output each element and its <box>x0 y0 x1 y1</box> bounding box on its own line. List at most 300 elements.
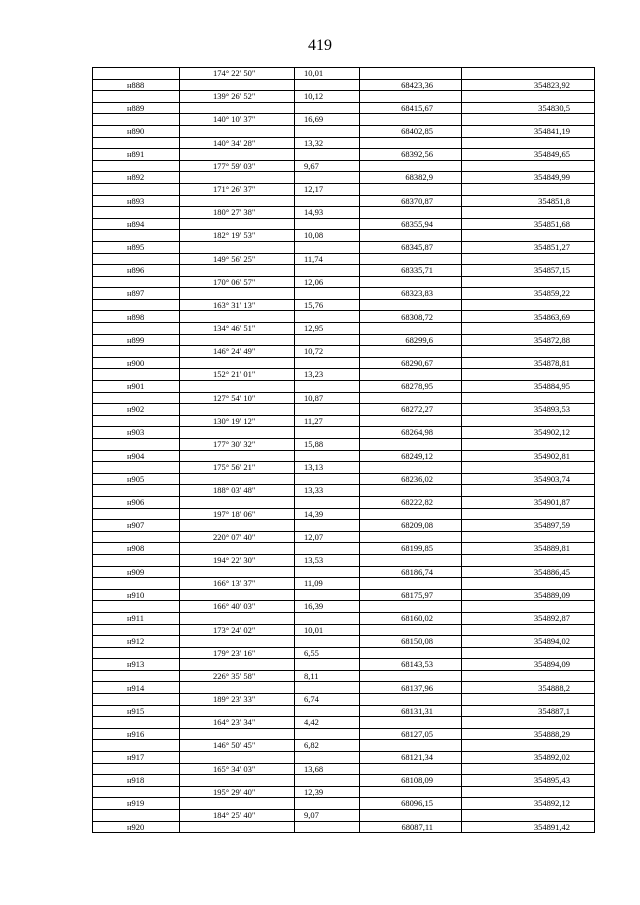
distance-cell <box>295 172 360 184</box>
segment-row <box>93 694 595 706</box>
point-name-cell <box>93 485 180 497</box>
x-cell <box>360 207 462 219</box>
angle-cell: 164° 23' 34" <box>180 717 295 729</box>
angle-cell: 184° 25' 40" <box>180 810 295 822</box>
y-cell <box>462 694 595 706</box>
y-cell: 354895,43 <box>462 775 595 787</box>
distance-cell <box>295 125 360 137</box>
distance-cell: 11,09 <box>295 578 360 590</box>
angle-cell <box>180 450 295 462</box>
segment-row <box>93 670 595 682</box>
y-cell <box>462 323 595 335</box>
x-cell <box>360 810 462 822</box>
distance-cell <box>295 589 360 601</box>
x-cell <box>360 230 462 242</box>
x-cell: 68199,85 <box>360 543 462 555</box>
distance-cell <box>295 682 360 694</box>
distance-cell <box>295 357 360 369</box>
point-row <box>93 450 595 462</box>
x-cell: 68150,08 <box>360 636 462 648</box>
x-cell: 68299,6 <box>360 334 462 346</box>
x-cell <box>360 670 462 682</box>
y-cell: 354849,99 <box>462 172 595 184</box>
x-cell: 68308,72 <box>360 311 462 323</box>
distance-cell <box>295 450 360 462</box>
point-row <box>93 496 595 508</box>
point-name-cell <box>93 763 180 775</box>
point-name-cell: н913 <box>93 659 180 671</box>
point-name-cell <box>93 786 180 798</box>
angle-cell <box>180 775 295 787</box>
y-cell: 354872,88 <box>462 334 595 346</box>
point-row <box>93 149 595 161</box>
y-cell: 354851,27 <box>462 241 595 253</box>
point-name-cell: н897 <box>93 288 180 300</box>
point-row <box>93 427 595 439</box>
y-cell <box>462 160 595 172</box>
angle-cell: 173° 24' 02" <box>180 624 295 636</box>
y-cell: 354823,92 <box>462 79 595 91</box>
x-cell <box>360 763 462 775</box>
angle-cell <box>180 195 295 207</box>
distance-cell <box>295 543 360 555</box>
x-cell <box>360 299 462 311</box>
x-cell <box>360 647 462 659</box>
y-cell <box>462 717 595 729</box>
point-name-cell: н903 <box>93 427 180 439</box>
y-cell: 354894,09 <box>462 659 595 671</box>
angle-cell: 182° 19' 53" <box>180 230 295 242</box>
x-cell: 68087,11 <box>360 821 462 833</box>
x-cell: 68127,05 <box>360 728 462 740</box>
segment-row <box>93 160 595 172</box>
angle-cell <box>180 752 295 764</box>
angle-cell: 175° 56' 21" <box>180 462 295 474</box>
point-name-cell <box>93 207 180 219</box>
angle-cell <box>180 612 295 624</box>
y-cell <box>462 786 595 798</box>
segment-row <box>93 183 595 195</box>
x-cell: 68236,02 <box>360 473 462 485</box>
angle-cell <box>180 589 295 601</box>
x-cell <box>360 276 462 288</box>
angle-cell <box>180 102 295 114</box>
angle-cell <box>180 149 295 161</box>
point-row <box>93 288 595 300</box>
segment-row <box>93 786 595 798</box>
point-name-cell <box>93 114 180 126</box>
distance-cell: 11,27 <box>295 415 360 427</box>
x-cell <box>360 183 462 195</box>
point-name-cell <box>93 531 180 543</box>
distance-cell: 8,11 <box>295 670 360 682</box>
y-cell <box>462 299 595 311</box>
segment-row <box>93 485 595 497</box>
point-name-cell <box>93 601 180 613</box>
angle-cell: 174° 22' 50" <box>180 68 295 80</box>
distance-cell <box>295 566 360 578</box>
x-cell: 68402,85 <box>360 125 462 137</box>
distance-cell: 12,07 <box>295 531 360 543</box>
angle-cell <box>180 265 295 277</box>
point-name-cell <box>93 323 180 335</box>
segment-row <box>93 647 595 659</box>
point-name-cell <box>93 462 180 474</box>
x-cell <box>360 740 462 752</box>
point-name-cell <box>93 392 180 404</box>
point-row <box>93 636 595 648</box>
point-name-cell <box>93 624 180 636</box>
x-cell <box>360 694 462 706</box>
point-row <box>93 821 595 833</box>
x-cell: 68160,02 <box>360 612 462 624</box>
y-cell: 354888,2 <box>462 682 595 694</box>
angle-cell <box>180 659 295 671</box>
x-cell: 68249,12 <box>360 450 462 462</box>
x-cell: 68335,71 <box>360 265 462 277</box>
angle-cell <box>180 798 295 810</box>
point-name-cell: н909 <box>93 566 180 578</box>
distance-cell: 14,39 <box>295 508 360 520</box>
point-row <box>93 543 595 555</box>
x-cell: 68131,31 <box>360 705 462 717</box>
x-cell <box>360 601 462 613</box>
distance-cell <box>295 288 360 300</box>
point-row <box>93 172 595 184</box>
distance-cell: 9,07 <box>295 810 360 822</box>
point-row <box>93 589 595 601</box>
distance-cell: 6,55 <box>295 647 360 659</box>
point-name-cell: н915 <box>93 705 180 717</box>
y-cell: 354878,81 <box>462 357 595 369</box>
distance-cell: 13,53 <box>295 554 360 566</box>
distance-cell: 10,12 <box>295 91 360 103</box>
distance-cell <box>295 612 360 624</box>
angle-cell <box>180 172 295 184</box>
x-cell <box>360 253 462 265</box>
coordinates-table <box>92 67 595 833</box>
y-cell <box>462 392 595 404</box>
segment-row <box>93 392 595 404</box>
y-cell: 354889,09 <box>462 589 595 601</box>
distance-cell: 10,72 <box>295 346 360 358</box>
angle-cell: 140° 34' 28" <box>180 137 295 149</box>
angle-cell: 188° 03' 48" <box>180 485 295 497</box>
x-cell: 68382,9 <box>360 172 462 184</box>
y-cell <box>462 207 595 219</box>
point-row <box>93 102 595 114</box>
angle-cell: 134° 46' 51" <box>180 323 295 335</box>
x-cell <box>360 485 462 497</box>
point-name-cell: н895 <box>93 241 180 253</box>
angle-cell <box>180 381 295 393</box>
x-cell: 68137,96 <box>360 682 462 694</box>
y-cell: 354851,8 <box>462 195 595 207</box>
y-cell: 354887,1 <box>462 705 595 717</box>
distance-cell: 6,74 <box>295 694 360 706</box>
segment-row <box>93 624 595 636</box>
point-name-cell <box>93 717 180 729</box>
point-name-cell: н912 <box>93 636 180 648</box>
point-row <box>93 241 595 253</box>
point-name-cell: н900 <box>93 357 180 369</box>
angle-cell: 139° 26' 52" <box>180 91 295 103</box>
distance-cell: 13,13 <box>295 462 360 474</box>
y-cell <box>462 230 595 242</box>
point-row <box>93 79 595 91</box>
segment-row <box>93 114 595 126</box>
angle-cell <box>180 728 295 740</box>
point-name-cell <box>93 160 180 172</box>
segment-row <box>93 717 595 729</box>
x-cell: 68278,95 <box>360 381 462 393</box>
distance-cell: 9,67 <box>295 160 360 172</box>
point-row <box>93 404 595 416</box>
angle-cell <box>180 404 295 416</box>
angle-cell <box>180 311 295 323</box>
angle-cell <box>180 473 295 485</box>
point-row <box>93 752 595 764</box>
angle-cell: 179° 23' 16" <box>180 647 295 659</box>
point-name-cell: н898 <box>93 311 180 323</box>
x-cell <box>360 137 462 149</box>
distance-cell: 12,95 <box>295 323 360 335</box>
y-cell <box>462 647 595 659</box>
x-cell <box>360 369 462 381</box>
point-row <box>93 705 595 717</box>
x-cell: 68186,74 <box>360 566 462 578</box>
point-name-cell: н899 <box>93 334 180 346</box>
point-name-cell: н910 <box>93 589 180 601</box>
distance-cell: 13,68 <box>295 763 360 775</box>
point-name-cell <box>93 276 180 288</box>
point-row <box>93 775 595 787</box>
angle-cell <box>180 821 295 833</box>
point-row <box>93 520 595 532</box>
distance-cell: 10,01 <box>295 624 360 636</box>
point-name-cell <box>93 230 180 242</box>
x-cell: 68143,53 <box>360 659 462 671</box>
y-cell <box>462 91 595 103</box>
x-cell <box>360 68 462 80</box>
point-name-cell <box>93 137 180 149</box>
distance-cell: 10,87 <box>295 392 360 404</box>
distance-cell <box>295 381 360 393</box>
x-cell <box>360 114 462 126</box>
point-row <box>93 798 595 810</box>
distance-cell <box>295 427 360 439</box>
y-cell: 354891,42 <box>462 821 595 833</box>
point-name-cell <box>93 578 180 590</box>
y-cell: 354884,95 <box>462 381 595 393</box>
angle-cell: 163° 31' 13" <box>180 299 295 311</box>
segment-row <box>93 508 595 520</box>
x-cell <box>360 346 462 358</box>
distance-cell <box>295 659 360 671</box>
y-cell <box>462 276 595 288</box>
point-row <box>93 381 595 393</box>
distance-cell <box>295 775 360 787</box>
angle-cell: 146° 50' 45" <box>180 740 295 752</box>
point-name-cell: н893 <box>93 195 180 207</box>
x-cell: 68415,67 <box>360 102 462 114</box>
x-cell <box>360 554 462 566</box>
y-cell: 354849,65 <box>462 149 595 161</box>
point-name-cell <box>93 253 180 265</box>
angle-cell <box>180 496 295 508</box>
x-cell <box>360 91 462 103</box>
x-cell <box>360 531 462 543</box>
y-cell <box>462 253 595 265</box>
angle-cell <box>180 427 295 439</box>
y-cell: 354901,87 <box>462 496 595 508</box>
distance-cell <box>295 728 360 740</box>
x-cell <box>360 415 462 427</box>
y-cell: 354863,69 <box>462 311 595 323</box>
x-cell: 68323,83 <box>360 288 462 300</box>
distance-cell: 10,08 <box>295 230 360 242</box>
point-name-cell: н905 <box>93 473 180 485</box>
y-cell <box>462 578 595 590</box>
angle-cell: 177° 30' 32" <box>180 439 295 451</box>
point-name-cell: н888 <box>93 79 180 91</box>
distance-cell: 14,93 <box>295 207 360 219</box>
angle-cell <box>180 241 295 253</box>
point-row <box>93 334 595 346</box>
angle-cell: 177° 59' 03" <box>180 160 295 172</box>
segment-row <box>93 462 595 474</box>
y-cell: 354841,19 <box>462 125 595 137</box>
y-cell <box>462 462 595 474</box>
distance-cell: 16,39 <box>295 601 360 613</box>
segment-row <box>93 415 595 427</box>
angle-cell <box>180 357 295 369</box>
x-cell <box>360 508 462 520</box>
angle-cell: 195° 29' 40" <box>180 786 295 798</box>
angle-cell <box>180 334 295 346</box>
angle-cell <box>180 288 295 300</box>
x-cell <box>360 717 462 729</box>
angle-cell <box>180 636 295 648</box>
y-cell <box>462 114 595 126</box>
segment-row <box>93 531 595 543</box>
point-row <box>93 566 595 578</box>
angle-cell <box>180 125 295 137</box>
segment-row <box>93 601 595 613</box>
distance-cell <box>295 218 360 230</box>
distance-cell: 12,17 <box>295 183 360 195</box>
point-name-cell: н920 <box>93 821 180 833</box>
y-cell: 354902,81 <box>462 450 595 462</box>
segment-row <box>93 810 595 822</box>
point-row <box>93 728 595 740</box>
point-name-cell: н904 <box>93 450 180 462</box>
y-cell: 354894,02 <box>462 636 595 648</box>
point-name-cell <box>93 670 180 682</box>
coordinates-table-body <box>93 68 595 833</box>
point-name-cell: н919 <box>93 798 180 810</box>
y-cell: 354897,59 <box>462 520 595 532</box>
angle-cell <box>180 705 295 717</box>
x-cell <box>360 392 462 404</box>
y-cell: 354892,02 <box>462 752 595 764</box>
point-name-cell <box>93 554 180 566</box>
point-name-cell: н907 <box>93 520 180 532</box>
y-cell: 354892,87 <box>462 612 595 624</box>
point-name-cell: н894 <box>93 218 180 230</box>
distance-cell: 10,01 <box>295 68 360 80</box>
point-name-cell <box>93 810 180 822</box>
point-name-cell: н918 <box>93 775 180 787</box>
distance-cell: 11,74 <box>295 253 360 265</box>
point-name-cell: н892 <box>93 172 180 184</box>
point-name-cell: н906 <box>93 496 180 508</box>
point-name-cell <box>93 369 180 381</box>
angle-cell: 140° 10' 37" <box>180 114 295 126</box>
angle-cell <box>180 79 295 91</box>
angle-cell: 194° 22' 30" <box>180 554 295 566</box>
y-cell: 354886,45 <box>462 566 595 578</box>
segment-row <box>93 253 595 265</box>
distance-cell: 13,23 <box>295 369 360 381</box>
angle-cell <box>180 520 295 532</box>
point-name-cell: н890 <box>93 125 180 137</box>
y-cell <box>462 740 595 752</box>
angle-cell: 226° 35' 58" <box>180 670 295 682</box>
distance-cell <box>295 798 360 810</box>
point-name-cell: н917 <box>93 752 180 764</box>
page-number: 419 <box>308 37 332 54</box>
point-name-cell <box>93 647 180 659</box>
x-cell: 68345,87 <box>360 241 462 253</box>
point-name-cell: н908 <box>93 543 180 555</box>
segment-row <box>93 554 595 566</box>
segment-row <box>93 439 595 451</box>
y-cell: 354888,29 <box>462 728 595 740</box>
x-cell: 68209,08 <box>360 520 462 532</box>
angle-cell: 166° 13' 37" <box>180 578 295 590</box>
x-cell <box>360 786 462 798</box>
y-cell: 354889,81 <box>462 543 595 555</box>
angle-cell <box>180 218 295 230</box>
angle-cell: 149° 56' 25" <box>180 253 295 265</box>
angle-cell: 170° 06' 57" <box>180 276 295 288</box>
point-row <box>93 659 595 671</box>
y-cell <box>462 601 595 613</box>
segment-row <box>93 323 595 335</box>
angle-cell: 171° 26' 37" <box>180 183 295 195</box>
point-name-cell: н914 <box>93 682 180 694</box>
distance-cell <box>295 102 360 114</box>
y-cell <box>462 554 595 566</box>
x-cell: 68355,94 <box>360 218 462 230</box>
point-row <box>93 682 595 694</box>
y-cell <box>462 346 595 358</box>
angle-cell: 152° 21' 01" <box>180 369 295 381</box>
distance-cell: 16,69 <box>295 114 360 126</box>
point-row <box>93 473 595 485</box>
point-name-cell <box>93 439 180 451</box>
point-name-cell <box>93 694 180 706</box>
distance-cell <box>295 636 360 648</box>
x-cell: 68272,27 <box>360 404 462 416</box>
x-cell: 68370,87 <box>360 195 462 207</box>
point-row <box>93 357 595 369</box>
segment-row <box>93 346 595 358</box>
point-row <box>93 218 595 230</box>
y-cell <box>462 68 595 80</box>
point-name-cell: н902 <box>93 404 180 416</box>
